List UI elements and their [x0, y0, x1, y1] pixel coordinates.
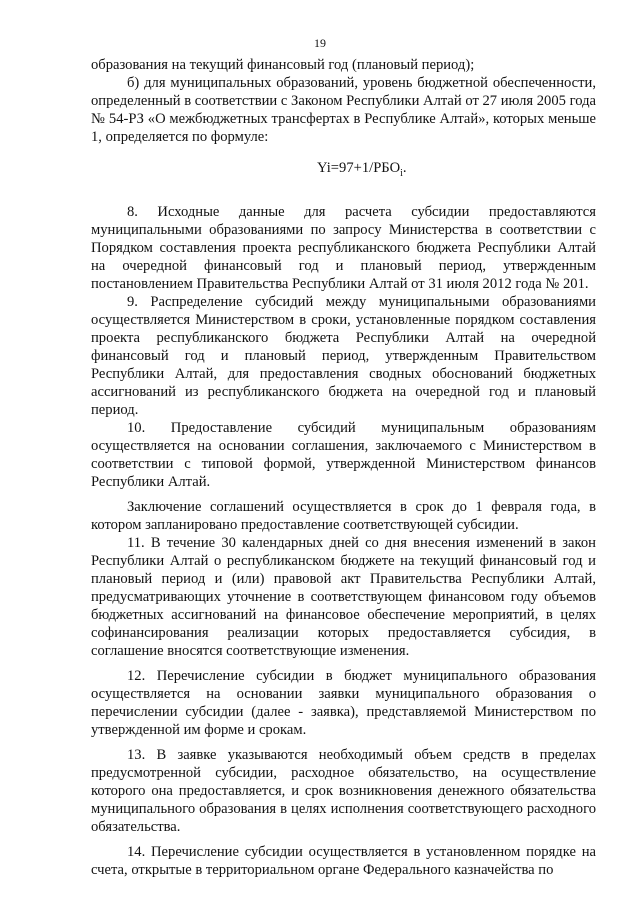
paragraph-12: 12. Перечисление субсидии в бюджет муниципального образования осуществляется на основании заявки муниципального образования о перечислении субсидии (далее - заявка), представляемой Министерством по утвержденной им форме и срокам.: [91, 667, 596, 738]
paragraph-8: 8. Исходные данные для расчета субсидии предоставляются муниципальными образованиями по запросу Министерства в соответствии с Порядком составления проекта республиканского бюджета Республики Алтай на очередной финансовый год и плановый период, утвержденным постановлением Правительства Республики Алтай от 31 июля 2012 года № 201.: [91, 203, 596, 292]
paragraph-intro-continuation: образования на текущий финансовый год (плановый период);: [91, 57, 475, 73]
formula-main: Yi=97+1/РБО: [317, 160, 401, 176]
paragraph-10: 10. Предоставление субсидий муниципальным образованиям осуществляется на основании соглашения, заключаемого с Министерством в соответствии с типовой формой, утвержденной Министерством финансов Республики Алтай.: [91, 419, 596, 490]
formula-end: .: [402, 160, 407, 176]
formula: [91, 159, 596, 183]
paragraph-9: 9. Распределение субсидий между муниципальными образованиями осуществляется Министерством в сроки, установленные порядком составления проекта республиканского бюджета Республики Алтай на очередной финансовый год и плановый период, утвержденным Правительством Республики Алтай, для предоставления сводных обоснований бюджетных ассигнований из республиканского бюджета на очередной год и плановый период.: [91, 293, 596, 418]
paragraph-item-b: б) для муниципальных образований, уровень бюджетной обеспеченности, определенный в соответствии с Законом Республики Алтай от 27 июля 2005 года № 54-РЗ «О межбюджетных трансфертах в Республике Алтай», которых меньше 1, определяется по формуле:: [91, 75, 596, 145]
formula-subscript: i: [400, 167, 403, 179]
paragraph-10-agreement-deadline: Заключение соглашений осуществляется в срок до 1 февраля года, в котором запланировано предоставление соответствующей субсидии.: [91, 498, 596, 533]
paragraph-13: 13. В заявке указываются необходимый объем средств в пределах предусмотренной субсидии, расходное обязательство, на осуществление которого она предоставляется, и срок возникновения денежного обязательства муниципального образования в целях исполнения соответствующего расходного обязательства.: [91, 746, 596, 835]
document-body: [91, 56, 596, 879]
page-number: 19: [314, 36, 326, 50]
paragraph-11: 11. В течение 30 календарных дней со дня внесения изменений в закон Республики Алтай о республиканском бюджете на текущий финансовый год и плановый период и (или) правовой акт Правительства Республики Алтай, предусматривающих уточнение в соответствующем финансовом году объемов бюджетных ассигнований на финансовое обеспечение мероприятий, в целях софинансирования реализации которых предоставляется субсидия, в соглашение вносятся соответствующие изменения.: [91, 534, 596, 659]
paragraph-14: 14. Перечисление субсидии осуществляется в установленном порядке на счета, открытые в территориальном органе Федерального казначейства по: [91, 843, 596, 878]
